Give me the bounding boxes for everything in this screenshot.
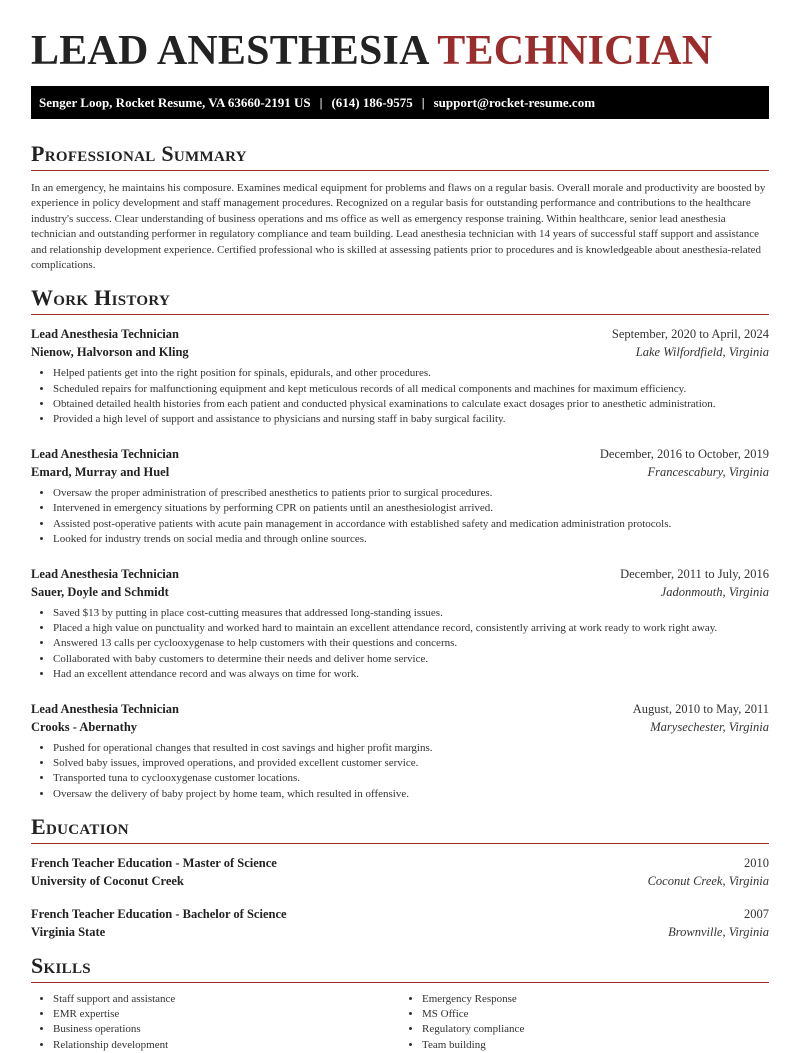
contact-separator: | [421,94,425,110]
education-location: Brownville, Virginia [668,924,769,939]
job-dates: December, 2011 to July, 2016 [620,567,769,582]
skill-item: • MS Office [422,1007,769,1022]
education-school: Virginia State [31,924,106,939]
contact-bar [31,86,769,119]
job-company-row [31,718,769,736]
education-year: 2010 [744,855,769,870]
job-bullets [31,486,769,547]
job-bullet: • Oversaw the proper administration of prescribed anesthetics to patients prior to surgical procedures. [53,486,769,501]
education-degree: French Teacher Education - Bachelor of Science [31,906,287,921]
job-bullet: • Scheduled repairs for malfunctioning equipment and kept meticulous records of all medical components and machines for maximum efficiency. [53,382,769,397]
skill-item: • Regulatory compliance [422,1022,769,1037]
job-bullet: • Intervened in emergency situations by performing CPR on patients until an anesthesiologist arrived. [53,501,769,516]
skills-left-list [31,992,400,1053]
skill-item: • Emergency Response [422,992,769,1007]
job-title: Lead Anesthesia Technician [31,567,179,582]
education-school-row [31,923,769,941]
job-title: Lead Anesthesia Technician [31,702,179,717]
title-main: LEAD ANESTHESIA [31,28,428,74]
job-entry [31,565,769,682]
skills-section [31,953,769,1053]
skill-item: • Staff support and assistance [53,992,400,1007]
work-history-heading: Work History [31,285,769,315]
job-header-row [31,325,769,343]
skill-item: • Business operations [53,1022,400,1037]
skills-heading: Skills [31,953,769,983]
education-heading: Education [31,814,769,844]
job-bullet: • Saved $13 by putting in place cost-cutting measures that addressed long-standing issues. [53,606,769,621]
job-location: Francescabury, Virginia [647,465,769,480]
job-bullet: • Assisted post-operative patients with acute pain management in accordance with established safety and medication administration protocols. [53,517,769,532]
job-bullet: • Helped patients get into the right position for spinals, epidurals, and other procedures. [53,366,769,381]
education-location: Coconut Creek, Virginia [647,873,769,888]
education-header-row [31,905,769,923]
contact-phone[interactable]: (614) 186-9575 [331,94,413,110]
job-bullet: • Transported tuna to cyclooxygenase customer locations. [53,771,769,786]
education-list [31,854,769,941]
resume-title [31,0,769,74]
skill-item: • Team building [422,1038,769,1053]
summary-heading: Professional Summary [31,141,769,171]
education-entry [31,854,769,890]
job-dates: September, 2020 to April, 2024 [611,327,769,342]
job-title: Lead Anesthesia Technician [31,327,179,342]
job-bullet: • Collaborated with baby customers to determine their needs and deliver home service. [53,652,769,667]
education-school-row [31,872,769,890]
job-list [31,325,769,801]
contact-email[interactable]: support@rocket-resume.com [433,94,596,110]
job-location: Jadonmouth, Virginia [660,585,769,600]
job-bullets [31,606,769,682]
job-entry [31,700,769,802]
contact-address: Senger Loop, Rocket Resume, VA 63660-2191 US [39,94,311,110]
education-degree: French Teacher Education - Master of Science [31,855,277,870]
job-bullet: • Had an excellent attendance record and was always on time for work. [53,667,769,682]
job-bullet: • Obtained detailed health histories from each patient and conducted physical examinations to calculate exact dosages prior to anesthetic administration. [53,397,769,412]
education-year: 2007 [744,906,769,921]
education-school: University of Coconut Creek [31,873,184,888]
job-company-row [31,343,769,361]
summary-section [31,141,769,273]
job-bullets [31,366,769,427]
job-company: Sauer, Doyle and Schmidt [31,585,169,600]
job-location: Lake Wilfordfield, Virginia [635,345,769,360]
job-bullet: • Looked for industry trends on social media and through online sources. [53,532,769,547]
work-history-section [31,285,769,801]
summary-text: In an emergency, he maintains his composure. Examines medical equipment for problems and flaws on a regular basis. Overall morale and productivity are boosted by experience in policy development and staff management procedures. Recognized on a regular basis for outstanding performance and contributions to the healthcare industry's success. Clear understanding of business operations and ms office as well as emergency response training. Within healthcare, senior lead anesthesia technician and outstanding performer in regulatory compliance and team building. Lead anesthesia technician with 14 years of successful staff support and assistance and relationship development experience. Certified professional who is skilled at assessing patients prior to procedures and is knowledgeable about anesthesia-related complications. [31,182,766,272]
job-company: Crooks - Abernathy [31,720,138,735]
job-company: Emard, Murray and Huel [31,465,170,480]
job-bullets [31,741,769,802]
job-title: Lead Anesthesia Technician [31,447,179,462]
job-location: Marysechester, Virginia [650,720,769,735]
job-bullet: • Solved baby issues, improved operations, and provided excellent customer service. [53,756,769,771]
title-accent: TECHNICIAN [437,28,713,74]
education-entry [31,905,769,941]
job-bullet: • Placed a high value on punctuality and worked hard to maintain an excellent attendance record, consistently arriving at work ready to work right away. [53,621,769,636]
job-dates: August, 2010 to May, 2011 [632,702,769,717]
skill-item: • Relationship development [53,1038,400,1053]
job-header-row [31,445,769,463]
job-bullet: • Oversaw the delivery of baby project by home team, which resulted in offensive. [53,787,769,802]
job-dates: December, 2016 to October, 2019 [599,447,769,462]
job-bullet: • Pushed for operational changes that resulted in cost savings and higher profit margins. [53,741,769,756]
job-header-row [31,700,769,718]
skills-right-list [400,992,769,1053]
education-header-row [31,854,769,872]
job-company: Nienow, Halvorson and Kling [31,345,189,360]
education-section [31,814,769,941]
job-entry [31,445,769,547]
job-bullet: • Answered 13 calls per cyclooxygenase to help customers with their questions and concerns. [53,636,769,651]
job-company-row [31,463,769,481]
job-company-row [31,583,769,601]
job-bullet: • Provided a high level of support and assistance to physicians and nursing staff in baby surgical facility. [53,412,769,427]
contact-separator: | [319,94,323,110]
job-entry [31,325,769,427]
job-header-row [31,565,769,583]
skills-columns [31,992,769,1053]
skill-item: • EMR expertise [53,1007,400,1022]
